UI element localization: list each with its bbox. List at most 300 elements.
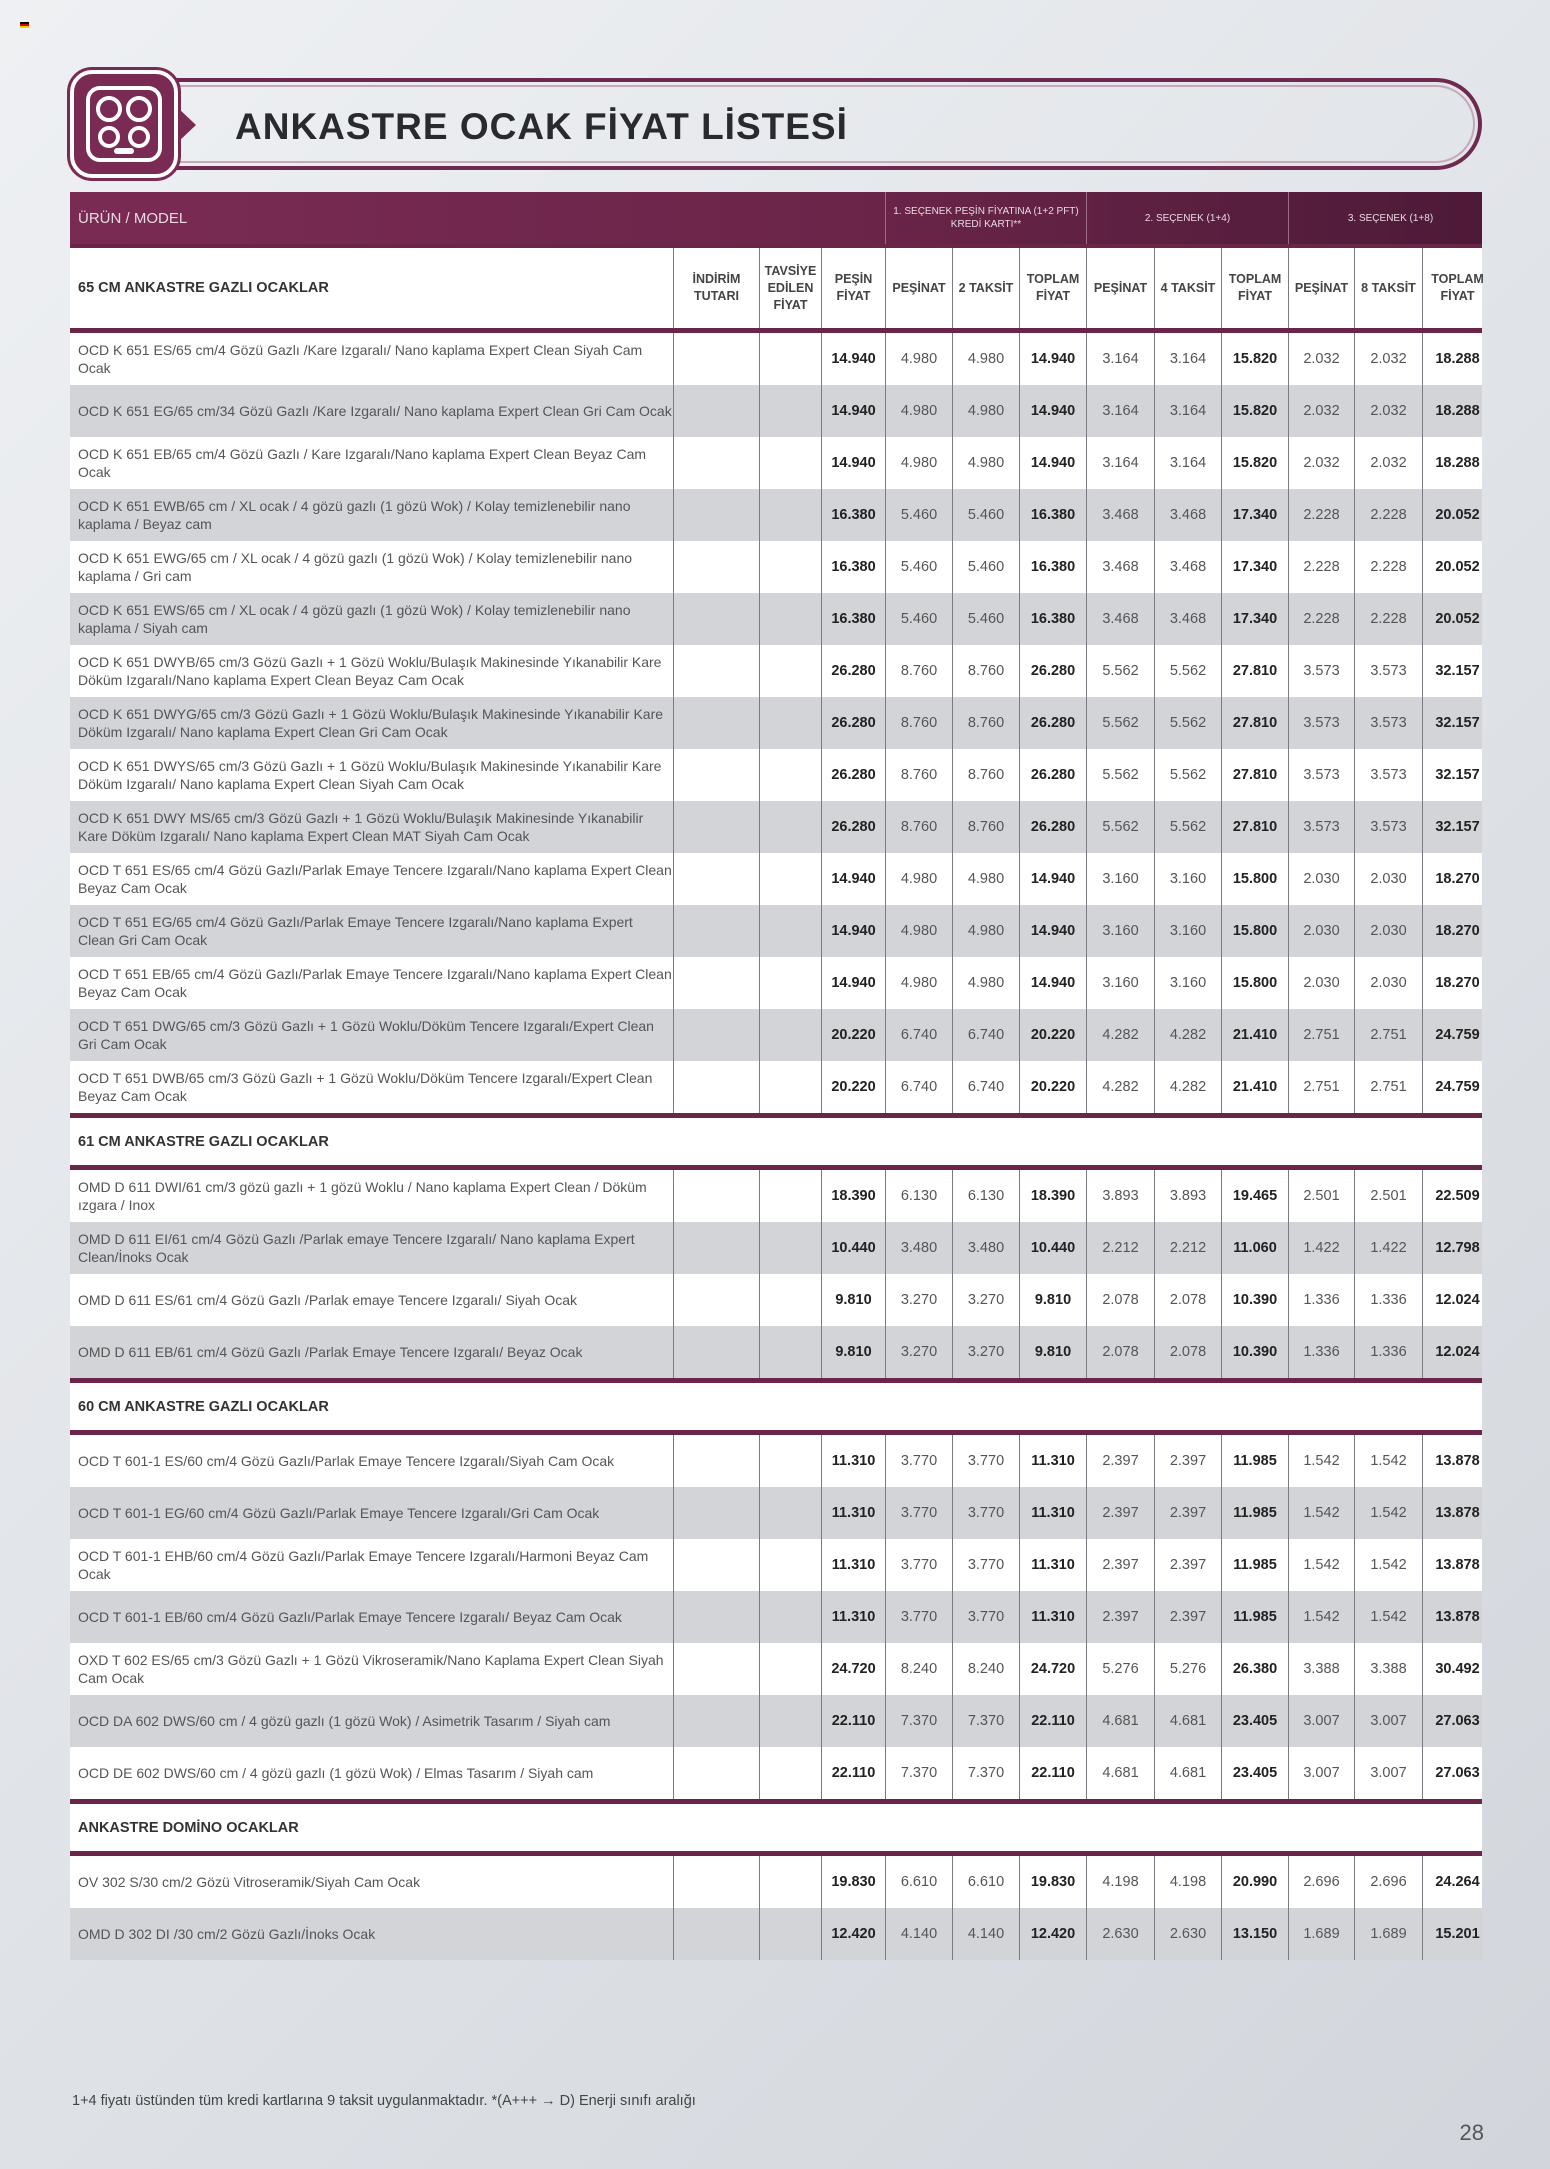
price-o1-total: 22.110 bbox=[1020, 1747, 1087, 1799]
price-o3-inst: 2.032 bbox=[1355, 385, 1423, 437]
price-o1-total: 11.310 bbox=[1020, 1487, 1087, 1539]
price-o1-inst: 6.740 bbox=[953, 1061, 1020, 1113]
price-o1-total: 19.830 bbox=[1020, 1856, 1087, 1908]
price-o2-down: 3.164 bbox=[1087, 437, 1155, 489]
price-o1-total: 14.940 bbox=[1020, 957, 1087, 1009]
price-o2-down: 2.212 bbox=[1087, 1222, 1155, 1274]
price-o3-inst: 1.336 bbox=[1355, 1274, 1423, 1326]
price-o1-down: 8.760 bbox=[886, 801, 953, 853]
price-o3-inst: 2.751 bbox=[1355, 1009, 1423, 1061]
price-cash: 14.940 bbox=[822, 957, 886, 1009]
price-o2-down: 4.198 bbox=[1087, 1856, 1155, 1908]
price-o3-down: 1.689 bbox=[1289, 1908, 1355, 1960]
price-o2-down: 4.681 bbox=[1087, 1695, 1155, 1747]
col-o2-down: PEŞİNAT bbox=[1087, 248, 1155, 328]
table-row bbox=[70, 593, 1482, 645]
price-o1-down: 4.980 bbox=[886, 437, 953, 489]
price-o3-inst: 3.573 bbox=[1355, 801, 1423, 853]
price-o2-inst: 3.164 bbox=[1155, 385, 1222, 437]
table-row bbox=[70, 1747, 1482, 1799]
price-o3-total: 18.288 bbox=[1435, 455, 1480, 471]
table-row bbox=[70, 697, 1482, 749]
recommended-cell bbox=[760, 1695, 822, 1747]
price-o3-total: 12.024 bbox=[1435, 1292, 1480, 1308]
price-o1-total: 14.940 bbox=[1020, 437, 1087, 489]
price-o1-inst: 4.980 bbox=[953, 957, 1020, 1009]
table-row bbox=[70, 645, 1482, 697]
price-o2-total: 15.800 bbox=[1222, 853, 1289, 905]
product-name: OMD D 611 EI/61 cm/4 Gözü Gazlı /Parlak emaye Tencere Izgaralı/ Nano kaplama Expert Clean/İnoks Ocak bbox=[70, 1222, 674, 1274]
table-row bbox=[70, 853, 1482, 905]
price-o3-down: 3.573 bbox=[1289, 749, 1355, 801]
price-o1-inst: 4.980 bbox=[953, 385, 1020, 437]
price-o1-total: 20.220 bbox=[1020, 1009, 1087, 1061]
table-row bbox=[70, 541, 1482, 593]
price-o2-total: 21.410 bbox=[1222, 1061, 1289, 1113]
price-o2-inst: 3.468 bbox=[1155, 593, 1222, 645]
price-o3-total: 18.270 bbox=[1435, 975, 1480, 991]
price-o1-inst: 7.370 bbox=[953, 1695, 1020, 1747]
product-name: OCD K 651 DWYB/65 cm/3 Gözü Gazlı + 1 Gözü Woklu/Bulaşık Makinesinde Yıkanabilir Kare Döküm Izgaralı/Nano kaplama Expert Clean Beyaz Cam Ocak bbox=[70, 645, 674, 697]
price-cash: 10.440 bbox=[822, 1222, 886, 1274]
discount-cell bbox=[674, 333, 760, 385]
price-o1-inst: 3.270 bbox=[953, 1274, 1020, 1326]
price-o3-down: 2.030 bbox=[1289, 957, 1355, 1009]
recommended-cell bbox=[760, 541, 822, 593]
price-o1-total: 9.810 bbox=[1020, 1326, 1087, 1378]
price-o2-down: 4.681 bbox=[1087, 1747, 1155, 1799]
price-o2-down: 3.468 bbox=[1087, 541, 1155, 593]
recommended-cell bbox=[760, 333, 822, 385]
table-row bbox=[70, 1274, 1482, 1326]
price-o2-total: 11.985 bbox=[1222, 1539, 1289, 1591]
price-o2-down: 3.160 bbox=[1087, 853, 1155, 905]
table-row bbox=[70, 957, 1482, 1009]
price-o3-inst: 1.336 bbox=[1355, 1326, 1423, 1378]
recommended-cell bbox=[760, 489, 822, 541]
price-o1-down: 6.740 bbox=[886, 1061, 953, 1113]
price-cash: 11.310 bbox=[822, 1435, 886, 1487]
price-o2-down: 4.282 bbox=[1087, 1009, 1155, 1061]
price-o1-down: 6.740 bbox=[886, 1009, 953, 1061]
price-o2-total: 11.985 bbox=[1222, 1435, 1289, 1487]
price-o3-total: 27.063 bbox=[1435, 1765, 1480, 1781]
price-o3-down: 2.751 bbox=[1289, 1061, 1355, 1113]
price-o1-down: 5.460 bbox=[886, 593, 953, 645]
discount-cell bbox=[674, 645, 760, 697]
price-o1-total: 11.310 bbox=[1020, 1539, 1087, 1591]
price-o3-inst: 2.751 bbox=[1355, 1061, 1423, 1113]
price-o1-inst: 4.140 bbox=[953, 1908, 1020, 1960]
table-row bbox=[70, 1326, 1482, 1378]
col-o1-inst: 2 TAKSİT bbox=[953, 248, 1020, 328]
price-cash: 26.280 bbox=[822, 801, 886, 853]
price-o1-inst: 8.760 bbox=[953, 801, 1020, 853]
product-name: OXD T 602 ES/65 cm/3 Gözü Gazlı + 1 Gözü Vikroseramik/Nano Kaplama Expert Clean Siyah Cam Ocak bbox=[70, 1643, 674, 1695]
price-o3-down: 1.336 bbox=[1289, 1274, 1355, 1326]
price-cash: 12.420 bbox=[822, 1908, 886, 1960]
product-name: OMD D 611 DWI/61 cm/3 gözü gazlı + 1 gözü Woklu / Nano kaplama Expert Clean / Döküm ızgara / Inox bbox=[70, 1170, 674, 1222]
recommended-cell bbox=[760, 1539, 822, 1591]
recommended-cell bbox=[760, 1747, 822, 1799]
price-o3-total: 24.759 bbox=[1435, 1027, 1480, 1043]
discount-cell bbox=[674, 1539, 760, 1591]
price-o1-down: 8.760 bbox=[886, 645, 953, 697]
price-o1-inst: 8.760 bbox=[953, 697, 1020, 749]
discount-cell bbox=[674, 1009, 760, 1061]
price-o1-down: 8.760 bbox=[886, 749, 953, 801]
price-o2-inst: 2.212 bbox=[1155, 1222, 1222, 1274]
price-cash: 22.110 bbox=[822, 1747, 886, 1799]
recommended-cell bbox=[760, 905, 822, 957]
price-o1-total: 18.390 bbox=[1020, 1170, 1087, 1222]
discount-cell bbox=[674, 697, 760, 749]
table-row bbox=[70, 1539, 1482, 1591]
price-o2-down: 2.397 bbox=[1087, 1435, 1155, 1487]
recommended-cell bbox=[760, 593, 822, 645]
price-o2-down: 2.078 bbox=[1087, 1274, 1155, 1326]
price-o2-down: 3.164 bbox=[1087, 385, 1155, 437]
price-o1-inst: 3.270 bbox=[953, 1326, 1020, 1378]
price-cash: 14.940 bbox=[822, 385, 886, 437]
price-o3-total: 18.288 bbox=[1435, 351, 1480, 367]
price-cash: 24.720 bbox=[822, 1643, 886, 1695]
price-o1-inst: 8.240 bbox=[953, 1643, 1020, 1695]
discount-cell bbox=[674, 1643, 760, 1695]
column-header-row bbox=[70, 244, 1482, 328]
price-o3-inst: 2.032 bbox=[1355, 333, 1423, 385]
product-name: OCD K 651 EB/65 cm/4 Gözü Gazlı / Kare Izgaralı/Nano kaplama Expert Clean Beyaz Cam Ocak bbox=[70, 437, 674, 489]
price-o1-down: 6.610 bbox=[886, 1856, 953, 1908]
price-cash: 26.280 bbox=[822, 645, 886, 697]
price-o3-inst: 2.228 bbox=[1355, 541, 1423, 593]
price-o1-total: 26.280 bbox=[1020, 801, 1087, 853]
price-o3-down: 3.388 bbox=[1289, 1643, 1355, 1695]
col-cash-price: PEŞİN FİYAT bbox=[822, 248, 886, 328]
price-o3-down: 3.573 bbox=[1289, 697, 1355, 749]
price-o2-down: 3.893 bbox=[1087, 1170, 1155, 1222]
discount-cell bbox=[674, 1435, 760, 1487]
price-cash: 19.830 bbox=[822, 1856, 886, 1908]
price-o2-inst: 5.562 bbox=[1155, 645, 1222, 697]
price-o3-down: 3.007 bbox=[1289, 1747, 1355, 1799]
product-name: OCD T 601-1 ES/60 cm/4 Gözü Gazlı/Parlak Emaye Tencere Izgaralı/Siyah Cam Ocak bbox=[70, 1435, 674, 1487]
product-name: OCD T 651 EG/65 cm/4 Gözü Gazlı/Parlak Emaye Tencere Izgaralı/Nano kaplama Expert Clean Gri Cam Ocak bbox=[70, 905, 674, 957]
col-o1-down: PEŞİNAT bbox=[886, 248, 953, 328]
price-o2-total: 17.340 bbox=[1222, 489, 1289, 541]
price-o1-total: 24.720 bbox=[1020, 1643, 1087, 1695]
price-o3-down: 2.751 bbox=[1289, 1009, 1355, 1061]
price-o1-down: 4.980 bbox=[886, 385, 953, 437]
price-o3-total: 18.288 bbox=[1435, 403, 1480, 419]
price-o2-total: 11.985 bbox=[1222, 1591, 1289, 1643]
price-o3-inst: 2.030 bbox=[1355, 905, 1423, 957]
language-flag-icon bbox=[20, 22, 29, 28]
table-row bbox=[70, 385, 1482, 437]
recommended-cell bbox=[760, 645, 822, 697]
price-o2-down: 3.468 bbox=[1087, 489, 1155, 541]
table-row bbox=[70, 1435, 1482, 1487]
price-o1-down: 7.370 bbox=[886, 1695, 953, 1747]
price-o3-down: 2.228 bbox=[1289, 541, 1355, 593]
price-o1-inst: 3.770 bbox=[953, 1591, 1020, 1643]
price-o1-total: 9.810 bbox=[1020, 1274, 1087, 1326]
recommended-cell bbox=[760, 1591, 822, 1643]
price-o1-down: 5.460 bbox=[886, 489, 953, 541]
price-o2-total: 17.340 bbox=[1222, 593, 1289, 645]
price-cash: 16.380 bbox=[822, 541, 886, 593]
price-o3-total: 18.270 bbox=[1435, 871, 1480, 887]
price-o3-inst: 3.573 bbox=[1355, 749, 1423, 801]
price-o1-down: 3.770 bbox=[886, 1487, 953, 1539]
price-o2-inst: 2.078 bbox=[1155, 1326, 1222, 1378]
col-recommended: TAVSİYE EDİLEN FİYAT bbox=[760, 248, 822, 328]
table-row bbox=[70, 489, 1482, 541]
price-o1-total: 11.310 bbox=[1020, 1591, 1087, 1643]
recommended-cell bbox=[760, 697, 822, 749]
price-o1-inst: 8.760 bbox=[953, 645, 1020, 697]
discount-cell bbox=[674, 541, 760, 593]
price-o3-total: 27.063 bbox=[1435, 1713, 1480, 1729]
price-o1-inst: 5.460 bbox=[953, 593, 1020, 645]
discount-cell bbox=[674, 1695, 760, 1747]
table-row bbox=[70, 1009, 1482, 1061]
price-o3-total: 32.157 bbox=[1435, 663, 1480, 679]
price-o2-total: 23.405 bbox=[1222, 1747, 1289, 1799]
price-o2-down: 2.397 bbox=[1087, 1487, 1155, 1539]
discount-cell bbox=[674, 1856, 760, 1908]
price-o1-down: 4.980 bbox=[886, 957, 953, 1009]
price-o2-down: 5.276 bbox=[1087, 1643, 1155, 1695]
price-cash: 16.380 bbox=[822, 593, 886, 645]
price-o3-down: 1.542 bbox=[1289, 1591, 1355, 1643]
discount-cell bbox=[674, 905, 760, 957]
price-o3-total: 20.052 bbox=[1435, 611, 1480, 627]
price-o1-down: 3.480 bbox=[886, 1222, 953, 1274]
price-o3-inst: 2.030 bbox=[1355, 957, 1423, 1009]
recommended-cell bbox=[760, 957, 822, 1009]
price-cash: 14.940 bbox=[822, 853, 886, 905]
discount-cell bbox=[674, 1061, 760, 1113]
price-o3-total: 12.798 bbox=[1435, 1240, 1480, 1256]
price-o2-total: 15.820 bbox=[1222, 437, 1289, 489]
price-o1-total: 14.940 bbox=[1020, 905, 1087, 957]
price-o3-down: 2.030 bbox=[1289, 853, 1355, 905]
product-name: OCD T 601-1 EG/60 cm/4 Gözü Gazlı/Parlak Emaye Tencere Izgaralı/Gri Cam Ocak bbox=[70, 1487, 674, 1539]
price-o1-inst: 5.460 bbox=[953, 541, 1020, 593]
price-o1-down: 3.770 bbox=[886, 1591, 953, 1643]
price-o2-down: 2.397 bbox=[1087, 1539, 1155, 1591]
recommended-cell bbox=[760, 1274, 822, 1326]
recommended-cell bbox=[760, 1170, 822, 1222]
recommended-cell bbox=[760, 1009, 822, 1061]
price-o1-inst: 4.980 bbox=[953, 437, 1020, 489]
price-o3-total: 15.201 bbox=[1435, 1926, 1480, 1942]
price-o2-inst: 4.681 bbox=[1155, 1747, 1222, 1799]
price-o3-inst: 3.007 bbox=[1355, 1747, 1423, 1799]
price-o1-total: 12.420 bbox=[1020, 1908, 1087, 1960]
price-cash: 14.940 bbox=[822, 905, 886, 957]
price-o3-down: 2.030 bbox=[1289, 905, 1355, 957]
price-o1-inst: 3.770 bbox=[953, 1435, 1020, 1487]
price-o1-total: 10.440 bbox=[1020, 1222, 1087, 1274]
price-o3-down: 2.501 bbox=[1289, 1170, 1355, 1222]
section-title: 61 CM ANKASTRE GAZLI OCAKLAR bbox=[70, 1118, 1482, 1170]
discount-cell bbox=[674, 1908, 760, 1960]
product-name: OCD T 651 DWG/65 cm/3 Gözü Gazlı + 1 Gözü Woklu/Döküm Tencere Izgaralı/Expert Clean Gri Cam Ocak bbox=[70, 1009, 674, 1061]
recommended-cell bbox=[760, 1908, 822, 1960]
product-name: OCD T 651 DWB/65 cm/3 Gözü Gazlı + 1 Gözü Woklu/Döküm Tencere Izgaralı/Expert Clean Beyaz Cam Ocak bbox=[70, 1061, 674, 1113]
price-o2-down: 2.078 bbox=[1087, 1326, 1155, 1378]
table-row bbox=[70, 1695, 1482, 1747]
price-o3-inst: 2.228 bbox=[1355, 489, 1423, 541]
table-row bbox=[70, 1222, 1482, 1274]
price-o2-inst: 2.078 bbox=[1155, 1274, 1222, 1326]
table-row bbox=[70, 437, 1482, 489]
price-o1-down: 7.370 bbox=[886, 1747, 953, 1799]
price-o2-inst: 4.282 bbox=[1155, 1009, 1222, 1061]
price-o2-total: 19.465 bbox=[1222, 1170, 1289, 1222]
discount-cell bbox=[674, 1222, 760, 1274]
table-row bbox=[70, 801, 1482, 853]
price-cash: 11.310 bbox=[822, 1539, 886, 1591]
price-cash: 18.390 bbox=[822, 1170, 886, 1222]
table-row bbox=[70, 1487, 1482, 1539]
discount-cell bbox=[674, 1747, 760, 1799]
discount-cell bbox=[674, 1274, 760, 1326]
recommended-cell bbox=[760, 385, 822, 437]
price-o3-down: 2.032 bbox=[1289, 333, 1355, 385]
price-o2-down: 3.468 bbox=[1087, 593, 1155, 645]
product-name: OMD D 302 DI /30 cm/2 Gözü Gazlı/İnoks Ocak bbox=[70, 1908, 674, 1960]
price-o2-total: 27.810 bbox=[1222, 801, 1289, 853]
price-o2-inst: 5.562 bbox=[1155, 801, 1222, 853]
price-o1-total: 14.940 bbox=[1020, 333, 1087, 385]
col-o3-inst: 8 TAKSİT bbox=[1355, 248, 1423, 328]
price-o1-inst: 4.980 bbox=[953, 905, 1020, 957]
price-o2-down: 3.160 bbox=[1087, 957, 1155, 1009]
col-o3-down: PEŞİNAT bbox=[1289, 248, 1355, 328]
page-title: ANKASTRE OCAK FİYAT LİSTESİ bbox=[235, 106, 848, 147]
price-o3-down: 1.336 bbox=[1289, 1326, 1355, 1378]
product-name: OCD K 651 EG/65 cm/34 Gözü Gazlı /Kare Izgaralı/ Nano kaplama Expert Clean Gri Cam Ocak bbox=[70, 385, 674, 437]
price-o3-total: 13.878 bbox=[1435, 1505, 1480, 1521]
product-name: OCD K 651 DWY MS/65 cm/3 Gözü Gazlı + 1 Gözü Woklu/Bulaşık Makinesinde Yıkanabilir Kare Döküm Izgaralı/ Nano kaplama Expert Clean MAT Siyah Cam Ocak bbox=[70, 801, 674, 853]
price-o2-inst: 4.681 bbox=[1155, 1695, 1222, 1747]
price-o1-total: 26.280 bbox=[1020, 697, 1087, 749]
price-o1-inst: 5.460 bbox=[953, 489, 1020, 541]
discount-cell bbox=[674, 1170, 760, 1222]
price-o3-total: 32.157 bbox=[1435, 767, 1480, 783]
price-o1-down: 4.980 bbox=[886, 853, 953, 905]
recommended-cell bbox=[760, 801, 822, 853]
table-row bbox=[70, 1856, 1482, 1908]
price-o2-total: 10.390 bbox=[1222, 1274, 1289, 1326]
price-o2-total: 23.405 bbox=[1222, 1695, 1289, 1747]
price-o3-total: 32.157 bbox=[1435, 819, 1480, 835]
price-o1-inst: 3.770 bbox=[953, 1539, 1020, 1591]
col-o3-total: TOPLAM FİYAT bbox=[1431, 272, 1484, 303]
price-o1-inst: 6.130 bbox=[953, 1170, 1020, 1222]
price-o1-total: 14.940 bbox=[1020, 385, 1087, 437]
price-o3-total: 12.024 bbox=[1435, 1344, 1480, 1360]
price-o2-down: 5.562 bbox=[1087, 801, 1155, 853]
price-o1-down: 3.270 bbox=[886, 1274, 953, 1326]
price-cash: 16.380 bbox=[822, 489, 886, 541]
col-discount: İNDİRİM TUTARI bbox=[674, 248, 760, 328]
price-o2-total: 15.820 bbox=[1222, 385, 1289, 437]
product-name: OV 302 S/30 cm/2 Gözü Vitroseramik/Siyah Cam Ocak bbox=[70, 1856, 674, 1908]
price-o2-total: 26.380 bbox=[1222, 1643, 1289, 1695]
price-o3-down: 2.696 bbox=[1289, 1856, 1355, 1908]
price-o1-total: 16.380 bbox=[1020, 593, 1087, 645]
price-o3-inst: 1.422 bbox=[1355, 1222, 1423, 1274]
price-cash: 14.940 bbox=[822, 333, 886, 385]
price-o3-down: 1.542 bbox=[1289, 1435, 1355, 1487]
product-name: OCD T 601-1 EB/60 cm/4 Gözü Gazlı/Parlak Emaye Tencere Izgaralı/ Beyaz Cam Ocak bbox=[70, 1591, 674, 1643]
recommended-cell bbox=[760, 1856, 822, 1908]
price-o3-total: 13.878 bbox=[1435, 1557, 1480, 1573]
price-o2-total: 27.810 bbox=[1222, 697, 1289, 749]
price-cash: 26.280 bbox=[822, 697, 886, 749]
price-o2-inst: 2.397 bbox=[1155, 1539, 1222, 1591]
price-o1-total: 14.940 bbox=[1020, 853, 1087, 905]
price-o3-total: 13.878 bbox=[1435, 1609, 1480, 1625]
price-o3-inst: 2.696 bbox=[1355, 1856, 1423, 1908]
price-cash: 20.220 bbox=[822, 1009, 886, 1061]
price-o2-inst: 5.276 bbox=[1155, 1643, 1222, 1695]
table-row bbox=[70, 333, 1482, 385]
price-o1-inst: 4.980 bbox=[953, 853, 1020, 905]
price-o2-total: 10.390 bbox=[1222, 1326, 1289, 1378]
price-o3-down: 2.032 bbox=[1289, 437, 1355, 489]
price-o3-down: 1.422 bbox=[1289, 1222, 1355, 1274]
recommended-cell bbox=[760, 1326, 822, 1378]
price-o1-total: 20.220 bbox=[1020, 1061, 1087, 1113]
price-o2-inst: 3.160 bbox=[1155, 905, 1222, 957]
price-o2-down: 3.160 bbox=[1087, 905, 1155, 957]
price-o1-inst: 6.610 bbox=[953, 1856, 1020, 1908]
price-o3-down: 1.542 bbox=[1289, 1539, 1355, 1591]
price-o1-down: 3.270 bbox=[886, 1326, 953, 1378]
price-o2-down: 5.562 bbox=[1087, 697, 1155, 749]
product-model-label: ÜRÜN / MODEL bbox=[70, 192, 886, 244]
price-cash: 11.310 bbox=[822, 1487, 886, 1539]
price-o2-down: 2.397 bbox=[1087, 1591, 1155, 1643]
cooktop-icon bbox=[70, 70, 178, 178]
page-number: 28 bbox=[1459, 2120, 1484, 2145]
price-o1-total: 16.380 bbox=[1020, 541, 1087, 593]
price-o2-inst: 3.164 bbox=[1155, 437, 1222, 489]
price-cash: 11.310 bbox=[822, 1591, 886, 1643]
product-name: OMD D 611 ES/61 cm/4 Gözü Gazlı /Parlak emaye Tencere Izgaralı/ Siyah Ocak bbox=[70, 1274, 674, 1326]
price-o1-inst: 3.480 bbox=[953, 1222, 1020, 1274]
product-name: OCD K 651 DWYS/65 cm/3 Gözü Gazlı + 1 Gözü Woklu/Bulaşık Makinesinde Yıkanabilir Kare Döküm Izgaralı/ Nano kaplama Expert Clean Siyah Cam Ocak bbox=[70, 749, 674, 801]
price-o2-inst: 2.397 bbox=[1155, 1487, 1222, 1539]
price-o2-down: 3.164 bbox=[1087, 333, 1155, 385]
price-o3-total: 20.052 bbox=[1435, 507, 1480, 523]
price-o3-down: 2.228 bbox=[1289, 489, 1355, 541]
product-name: OCD K 651 ES/65 cm/4 Gözü Gazlı /Kare Izgaralı/ Nano kaplama Expert Clean Siyah Cam Ocak bbox=[70, 333, 674, 385]
recommended-cell bbox=[760, 1643, 822, 1695]
price-o3-total: 24.264 bbox=[1435, 1874, 1480, 1890]
price-o3-down: 2.032 bbox=[1289, 385, 1355, 437]
price-o3-inst: 1.542 bbox=[1355, 1591, 1423, 1643]
col-o2-inst: 4 TAKSİT bbox=[1155, 248, 1222, 328]
price-o3-total: 32.157 bbox=[1435, 715, 1480, 731]
price-o2-inst: 3.164 bbox=[1155, 333, 1222, 385]
recommended-cell bbox=[760, 749, 822, 801]
